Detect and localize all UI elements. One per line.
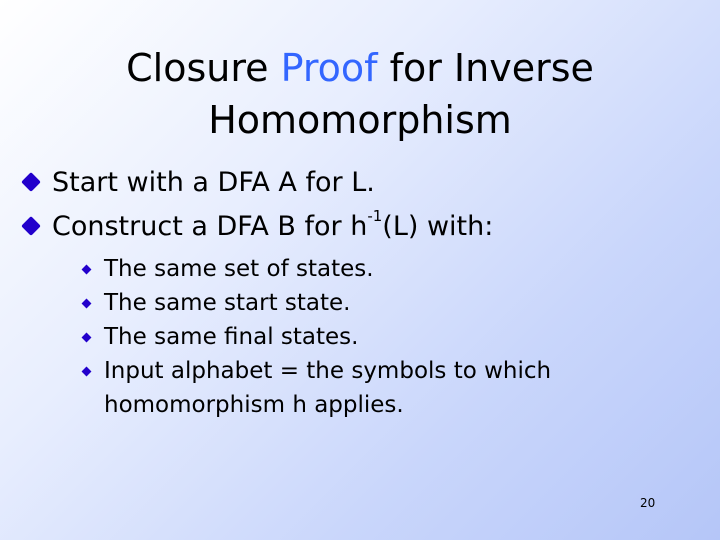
diamond-bullet-icon (21, 172, 41, 192)
sub-bullet (80, 286, 640, 320)
inverse-superscript: -1 (367, 206, 383, 225)
sub-bullet-text: The same start state. (104, 290, 351, 316)
sub-bullet-list (80, 252, 640, 422)
sub-bullet-text: Input alphabet = the symbols to which homomorphism h applies. (104, 358, 552, 418)
sub-bullet-text: The same set of states. (104, 256, 374, 282)
slide-title (60, 42, 660, 146)
small-diamond-bullet-icon (82, 299, 92, 309)
main-bullet-text (52, 206, 494, 242)
sub-bullet (80, 320, 640, 354)
title-part2: for Inverse (377, 46, 594, 90)
bullet-text-before: Construct a DFA B for h (52, 210, 368, 242)
title-part1: Closure (126, 46, 281, 90)
main-bullet-text: Start with a DFA A for L. (52, 166, 375, 198)
sub-bullet (80, 354, 640, 422)
main-bullet (14, 204, 493, 248)
small-diamond-bullet-icon (82, 333, 92, 343)
title-accent-word: Proof (280, 46, 378, 90)
page-number: 20 (640, 496, 656, 510)
sub-bullet-text: The same final states. (104, 324, 359, 350)
main-bullet-list (14, 160, 493, 248)
small-diamond-bullet-icon (82, 265, 92, 275)
small-diamond-bullet-icon (82, 367, 92, 377)
diamond-bullet-icon (21, 216, 41, 236)
sub-bullet (80, 252, 640, 286)
title-line2: Homomorphism (208, 98, 512, 142)
main-bullet (14, 160, 493, 204)
bullet-text-after: (L) with: (382, 210, 494, 242)
